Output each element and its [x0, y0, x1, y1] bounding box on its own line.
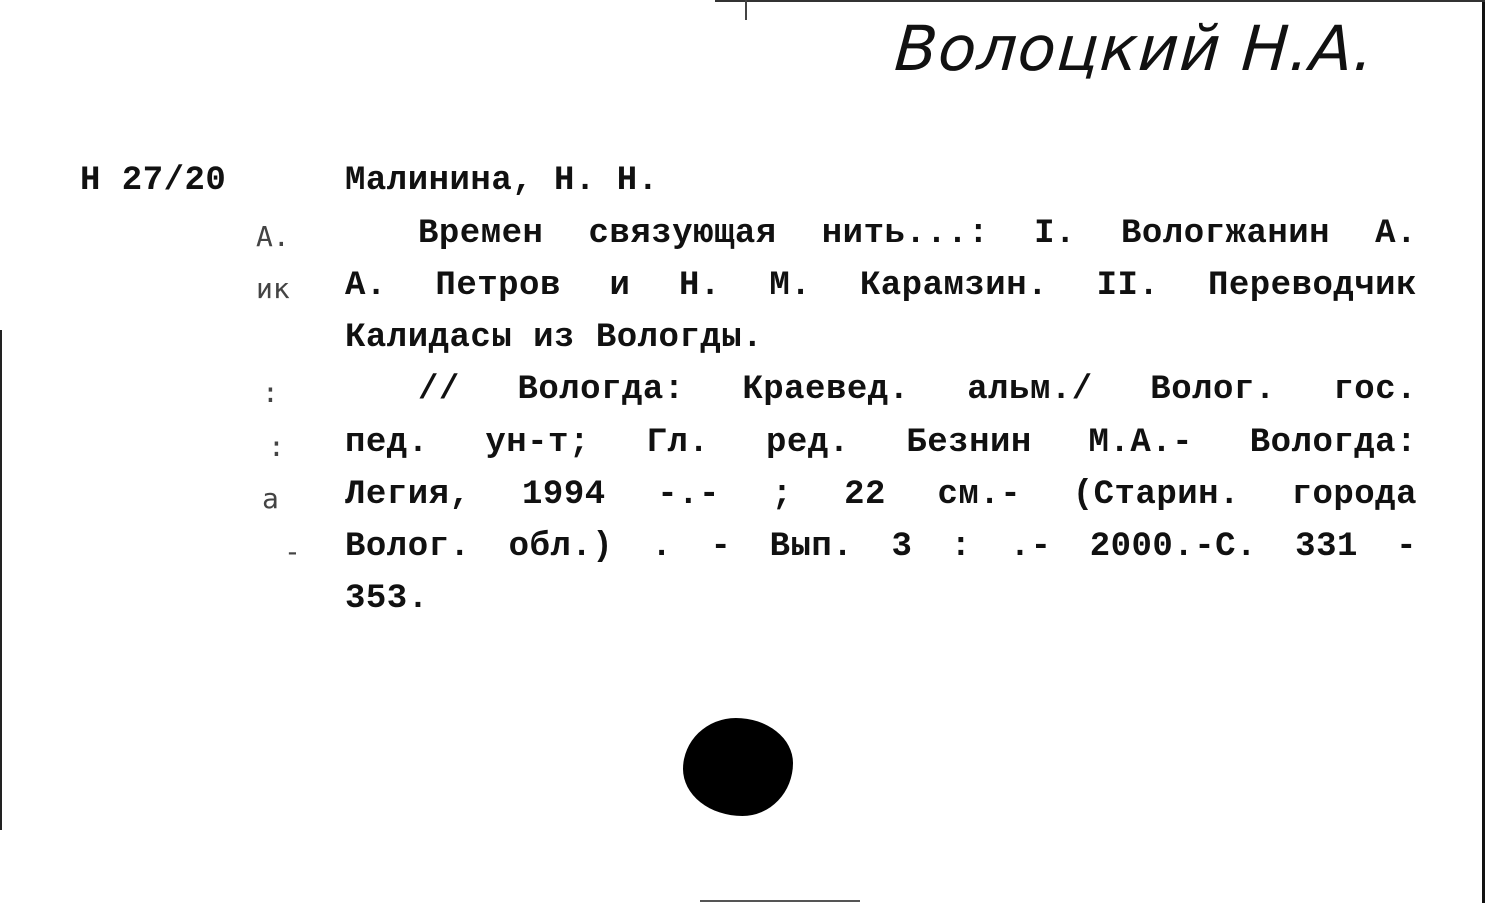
source-line: Волог. обл.) . - Вып. 3 : .- 2000.-С. 331 - [345, 528, 1417, 566]
handwritten-heading: Волоцкий Н.А. [892, 12, 1377, 85]
margin-mark: : [268, 430, 285, 463]
source-line: Легия, 1994 -.- ; 22 см.- (Старин. города [345, 476, 1417, 514]
pages-line: 353. [345, 580, 429, 618]
card-top-edge [715, 0, 1485, 2]
margin-mark: : [262, 376, 279, 409]
margin-mark: А. [256, 220, 290, 253]
margin-mark: а [262, 482, 279, 515]
title-line: Времен связующая нить...: I. Вологжанин А. [418, 215, 1417, 253]
call-number: Н 27/20 [80, 162, 227, 200]
card-top-tick [745, 0, 747, 20]
punch-hole [683, 718, 793, 816]
source-line: // Вологда: Краевед. альм./ Волог. гос. [418, 371, 1417, 409]
title-line: Калидасы из Вологды. [345, 319, 764, 357]
margin-mark: ик [256, 272, 290, 305]
margin-mark: - [284, 535, 301, 568]
source-line: пед. ун-т; Гл. ред. Безнин М.А.- Вологда: [345, 424, 1417, 462]
title-line: А. Петров и Н. М. Карамзин. II. Переводчик [345, 267, 1417, 305]
author-line: Малинина, Н. Н. [345, 162, 659, 200]
card-bottom-edge [700, 900, 860, 902]
card-left-edge [0, 330, 2, 830]
